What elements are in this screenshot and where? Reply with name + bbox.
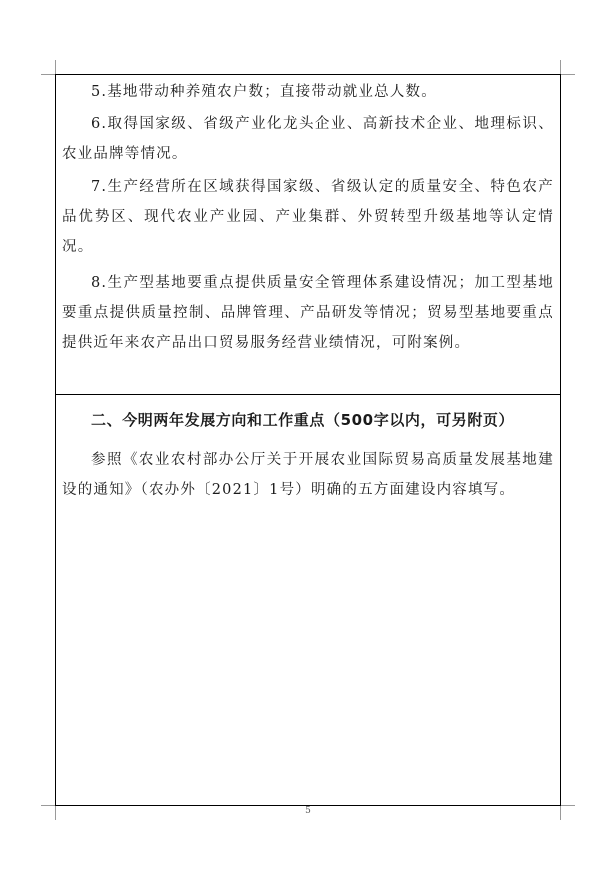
form-table [55,74,561,806]
page-number: 5 [305,806,311,816]
crop-mark-top-left-v [55,60,56,74]
plan-section [56,395,560,806]
item-5: 5.基地带动种养殖农户数；直接带动就业总人数。 [91,84,437,100]
crop-mark-top-right-h [561,74,575,75]
item-8: 8.生产型基地要重点提供质量安全管理体系建设情况；加工型基地要重点提供质量控制、品牌管理、产品研发等情况；贸易型基地要重点提供近年来农产品出口贸易服务经营业绩情况，可附案例。 [62,275,554,351]
achievements-section [56,75,560,395]
plan-instruction: 参照《农业农村部办公厅关于开展农业国际贸易高质量发展基地建设的通知》（农办外〔2021〕1号）明确的五方面建设内容填写。 [62,452,554,498]
item-6: 6.取得国家级、省级产业化龙头企业、高新技术企业、地理标识、农业品牌等情况。 [62,116,554,162]
crop-mark-top-left-h [41,74,55,75]
plan-heading: 二、今明两年发展方向和工作重点（500字以内，可另附页） [91,411,515,429]
item-7: 7.生产经营所在区域获得国家级、省级认定的质量安全、特色农产品优势区、现代农业产业园、产业集群、外贸转型升级基地等认定情况。 [62,179,554,255]
crop-mark-top-right-v [560,60,561,74]
